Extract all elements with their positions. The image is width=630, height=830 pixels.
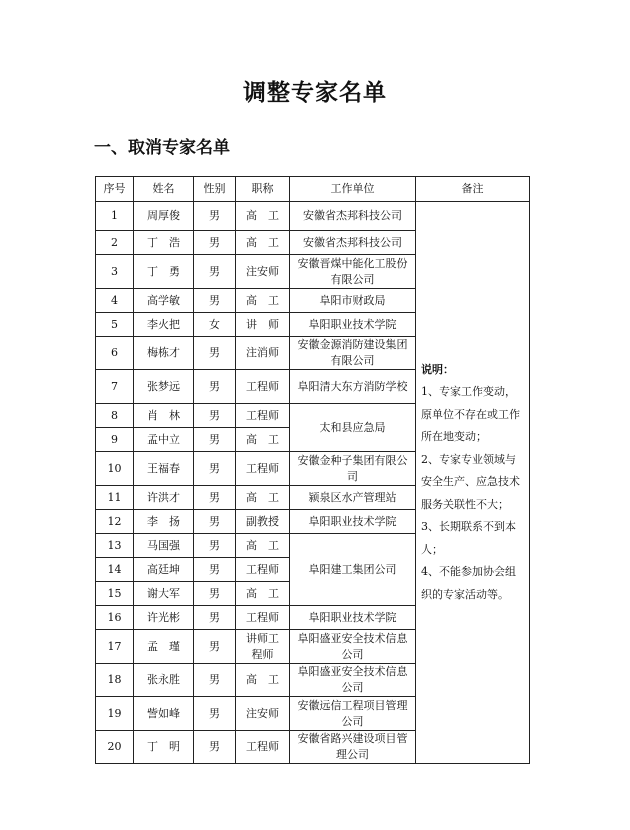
cell-title: 讲 师 <box>236 313 290 337</box>
cell-no: 10 <box>96 452 134 486</box>
cell-no: 8 <box>96 404 134 428</box>
cell-name: 肖 林 <box>134 404 194 428</box>
cell-gender: 男 <box>194 510 236 534</box>
cell-unit: 安徽省杰邦科技公司 <box>290 231 416 255</box>
cell-title: 高 工 <box>236 231 290 255</box>
cell-name: 孟中立 <box>134 428 194 452</box>
cell-no: 1 <box>96 202 134 231</box>
cell-unit: 安徽晋煤中能化工股份有限公司 <box>290 255 416 289</box>
cell-name: 许光彬 <box>134 606 194 630</box>
cell-name: 高廷坤 <box>134 558 194 582</box>
header-unit: 工作单位 <box>290 177 416 202</box>
cell-title: 讲师工程师 <box>236 630 290 664</box>
cell-gender: 男 <box>194 630 236 664</box>
cell-title: 高 工 <box>236 428 290 452</box>
cell-gender: 男 <box>194 202 236 231</box>
cell-no: 5 <box>96 313 134 337</box>
cell-no: 12 <box>96 510 134 534</box>
expert-table <box>95 176 530 764</box>
cell-no: 2 <box>96 231 134 255</box>
cell-unit: 颍泉区水产管理站 <box>290 486 416 510</box>
cell-name: 张永胜 <box>134 664 194 697</box>
notes-item: 2、专家专业领域与安全生产、应急技术服务关联性不大； <box>421 452 520 511</box>
cell-name: 张梦远 <box>134 370 194 404</box>
cell-name: 周厚俊 <box>134 202 194 231</box>
cell-unit: 太和县应急局 <box>290 404 416 452</box>
cell-no: 14 <box>96 558 134 582</box>
cell-name: 王福春 <box>134 452 194 486</box>
cell-title: 注安师 <box>236 255 290 289</box>
cell-unit: 安徽省路兴建设项目管理公司 <box>290 731 416 764</box>
cell-no: 9 <box>96 428 134 452</box>
header-no: 序号 <box>96 177 134 202</box>
cell-unit: 阜阳清大东方消防学校 <box>290 370 416 404</box>
cell-gender: 男 <box>194 452 236 486</box>
cell-gender: 男 <box>194 582 236 606</box>
cell-gender: 男 <box>194 231 236 255</box>
cell-name: 孟 瑾 <box>134 630 194 664</box>
cell-no: 7 <box>96 370 134 404</box>
cell-title: 注消师 <box>236 337 290 370</box>
cell-title: 高 工 <box>236 202 290 231</box>
cell-title: 工程师 <box>236 731 290 764</box>
cell-no: 19 <box>96 697 134 731</box>
cell-unit: 阜阳职业技术学院 <box>290 510 416 534</box>
cell-title: 注安师 <box>236 697 290 731</box>
cell-no: 17 <box>96 630 134 664</box>
cell-unit: 阜阳职业技术学院 <box>290 606 416 630</box>
table-row <box>96 202 530 231</box>
cell-unit: 阜阳职业技术学院 <box>290 313 416 337</box>
notes-cell <box>416 202 530 764</box>
cell-unit: 阜阳盛亚安全技术信息公司 <box>290 664 416 697</box>
cell-gender: 男 <box>194 255 236 289</box>
cell-unit: 阜阳市财政局 <box>290 289 416 313</box>
cell-gender: 男 <box>194 486 236 510</box>
cell-name: 丁 明 <box>134 731 194 764</box>
cell-gender: 男 <box>194 337 236 370</box>
header-notes: 备注 <box>416 177 530 202</box>
header-gender: 性别 <box>194 177 236 202</box>
cell-no: 4 <box>96 289 134 313</box>
cell-title: 高 工 <box>236 582 290 606</box>
cell-gender: 男 <box>194 731 236 764</box>
cell-unit: 阜阳盛亚安全技术信息公司 <box>290 630 416 664</box>
cell-name: 李 扬 <box>134 510 194 534</box>
cell-title: 高 工 <box>236 289 290 313</box>
cell-gender: 男 <box>194 664 236 697</box>
cell-gender: 男 <box>194 558 236 582</box>
cell-name: 丁 勇 <box>134 255 194 289</box>
cell-title: 工程师 <box>236 404 290 428</box>
cell-unit: 安徽金种子集团有限公司 <box>290 452 416 486</box>
cell-name: 丁 浩 <box>134 231 194 255</box>
cell-no: 11 <box>96 486 134 510</box>
section-title: 一、取消专家名单 <box>94 138 230 158</box>
cell-gender: 男 <box>194 606 236 630</box>
cell-no: 3 <box>96 255 134 289</box>
table-header-row <box>96 177 530 202</box>
notes-item: 1、专家工作变动，原单位不存在或工作所在地变动； <box>421 385 520 444</box>
cell-name: 许洪才 <box>134 486 194 510</box>
cell-title: 工程师 <box>236 558 290 582</box>
cell-no: 18 <box>96 664 134 697</box>
cell-unit: 安徽省杰邦科技公司 <box>290 202 416 231</box>
cell-title: 高 工 <box>236 534 290 558</box>
cell-unit: 安徽金源消防建设集团有限公司 <box>290 337 416 370</box>
cell-name: 谢大军 <box>134 582 194 606</box>
cell-name: 马国强 <box>134 534 194 558</box>
notes-heading: 说明： <box>421 362 454 376</box>
header-title: 职称 <box>236 177 290 202</box>
page-title: 调整专家名单 <box>243 80 387 106</box>
cell-gender: 男 <box>194 370 236 404</box>
cell-title: 高 工 <box>236 664 290 697</box>
cell-name: 李火把 <box>134 313 194 337</box>
cell-unit: 安徽远信工程项目管理公司 <box>290 697 416 731</box>
cell-gender: 男 <box>194 534 236 558</box>
cell-gender: 男 <box>194 289 236 313</box>
notes-item: 4、不能参加协会组织的专家活动等。 <box>421 565 516 601</box>
cell-title: 工程师 <box>236 452 290 486</box>
cell-name: 梅栋才 <box>134 337 194 370</box>
cell-no: 6 <box>96 337 134 370</box>
cell-title: 副教授 <box>236 510 290 534</box>
cell-title: 高 工 <box>236 486 290 510</box>
cell-gender: 男 <box>194 697 236 731</box>
cell-gender: 男 <box>194 428 236 452</box>
cell-gender: 男 <box>194 404 236 428</box>
cell-title: 工程师 <box>236 606 290 630</box>
cell-unit: 阜阳建工集团公司 <box>290 534 416 606</box>
cell-name: 訾如峰 <box>134 697 194 731</box>
cell-no: 13 <box>96 534 134 558</box>
cell-name: 高学敏 <box>134 289 194 313</box>
cell-no: 20 <box>96 731 134 764</box>
notes-item: 3、长期联系不到本人； <box>421 520 516 556</box>
cell-no: 15 <box>96 582 134 606</box>
header-name: 姓名 <box>134 177 194 202</box>
cell-gender: 女 <box>194 313 236 337</box>
cell-no: 16 <box>96 606 134 630</box>
cell-title: 工程师 <box>236 370 290 404</box>
